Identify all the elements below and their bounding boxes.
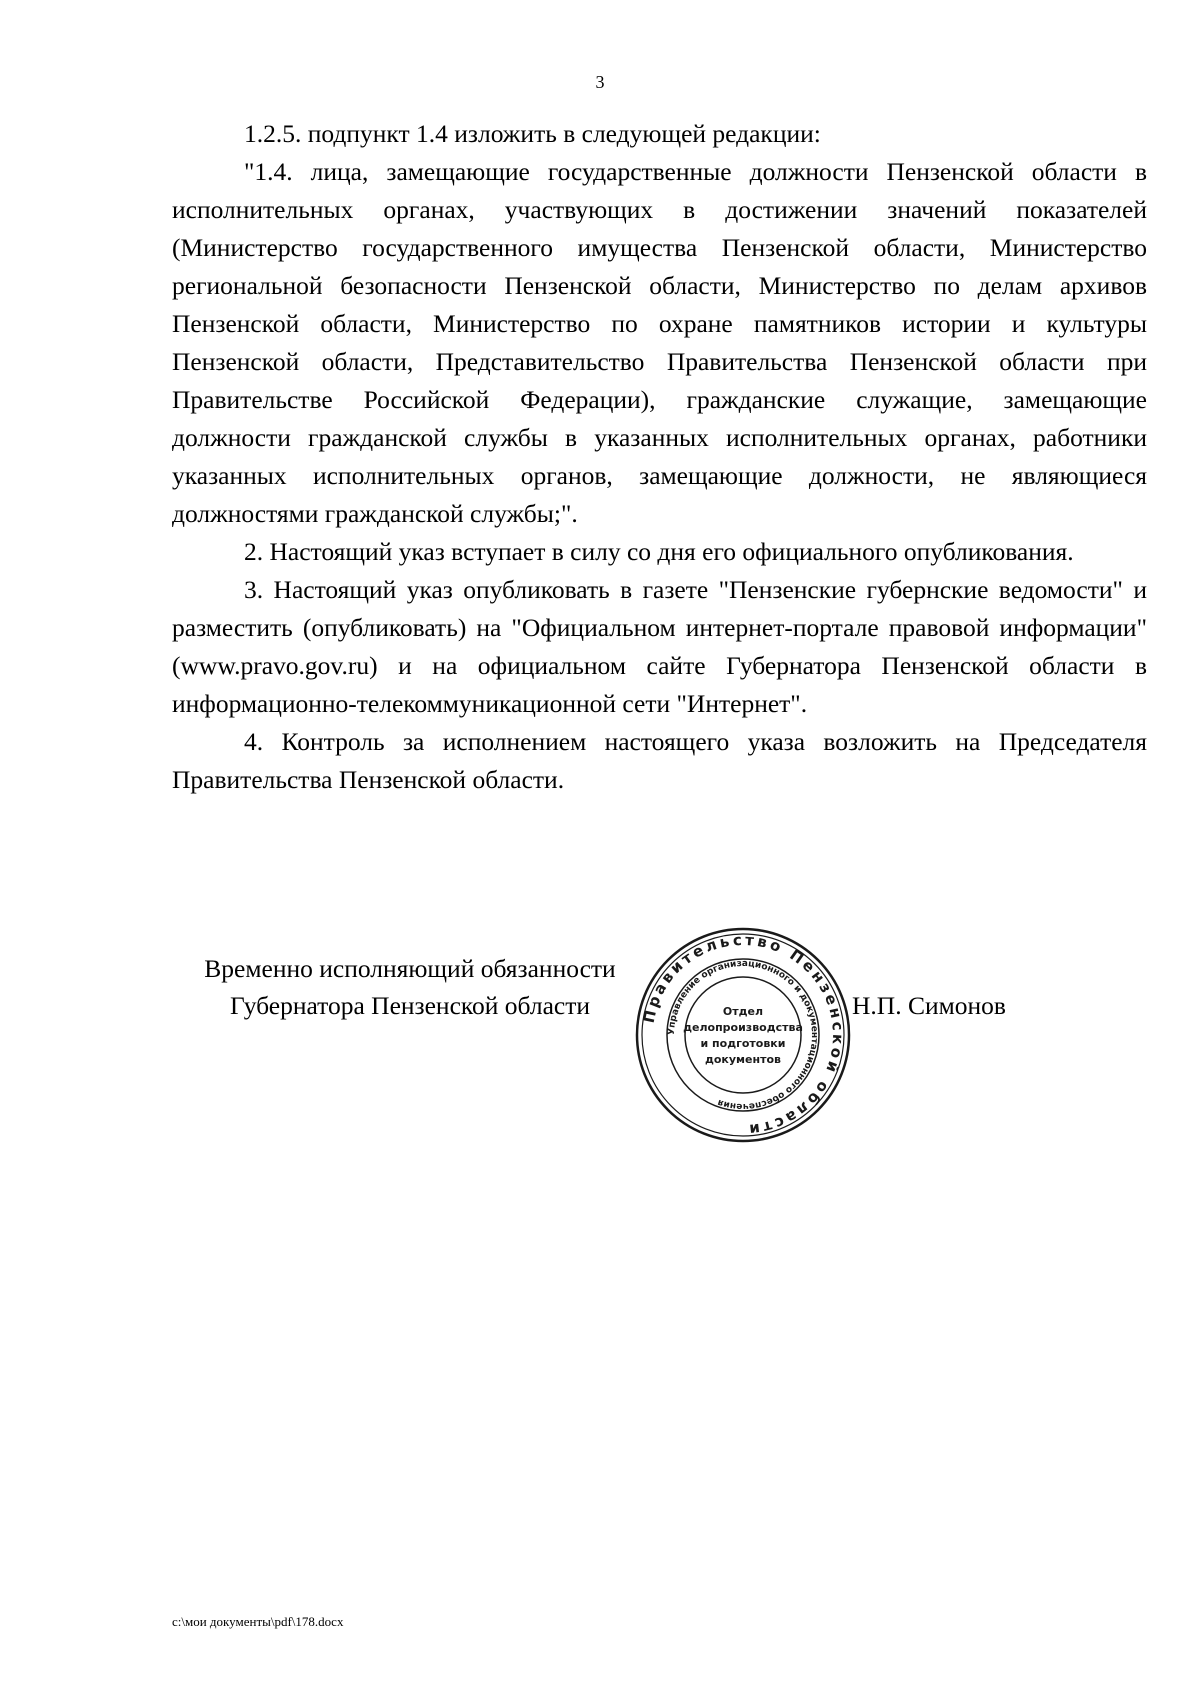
stamp-outer-text: Правительство Пензенской области: [639, 930, 848, 1140]
paragraph-2: 2. Настоящий указ вступает в силу со дня его официального опубликования.: [244, 537, 1074, 566]
page-number: 3: [595, 72, 605, 92]
stamp-center-line-4: документов: [704, 1053, 782, 1066]
stamp-center-line-2: делопроизводства: [683, 1021, 803, 1034]
signatory-position-line-1: Временно исполняющий обязанности: [204, 954, 616, 983]
paragraph-1-2-5: 1.2.5. подпункт 1.4 изложить в следующей редакции:: [244, 119, 821, 148]
document-body: [172, 115, 1147, 799]
signatory-position-line-2: Губернатора Пензенской области: [229, 991, 591, 1020]
official-seal-stamp: [633, 925, 853, 1145]
paragraph-4: 4. Контроль за исполнением настоящего указа возложить на Председателя Правительства Пензенской области.: [172, 727, 1147, 794]
footer-file-path: c:\мои документы\pdf\178.docx: [172, 1614, 344, 1629]
stamp-center-line-3: и подготовки: [700, 1037, 786, 1050]
stamp-inner-ring-text: Управление организационного и документационного обеспечения: [666, 958, 820, 1112]
stamp-inner-ring: [685, 977, 801, 1093]
stamp-center-line-1: Отдел: [722, 1005, 764, 1018]
signatory-name: Н.П. Симонов: [852, 991, 1006, 1020]
paragraph-1-4-text: "1.4. лица, замещающие государственные должности Пензенской области в исполнительных органах, участвующих в достижении значений показателей (Министерство государственного имущества Пензенской области, Министерство региональной безопасности Пензенской области, Министерство по делам архивов Пензенской области, Министерство по охране памятников истории и культуры Пензенской области, Представительство Правительства Пензенской области при Правительстве Российской Федерации), гражданские служащие, замещающие должности гражданской службы в указанных исполнительных органах, работники указанных исполнительных органов, замещающие должности, не являющиеся должностями гражданской службы;".: [172, 157, 1147, 528]
paragraph-3: 3. Настоящий указ опубликовать в газете "Пензенские губернские ведомости" и разместить (опубликовать) на "Официальном интернет-портале правовой информации" (www.pravo.gov.ru) и на официальном сайте Губернатора Пензенской области в информационно-телекоммуникационной сети "Интернет".: [172, 575, 1147, 718]
signatory-position: [160, 950, 660, 1024]
